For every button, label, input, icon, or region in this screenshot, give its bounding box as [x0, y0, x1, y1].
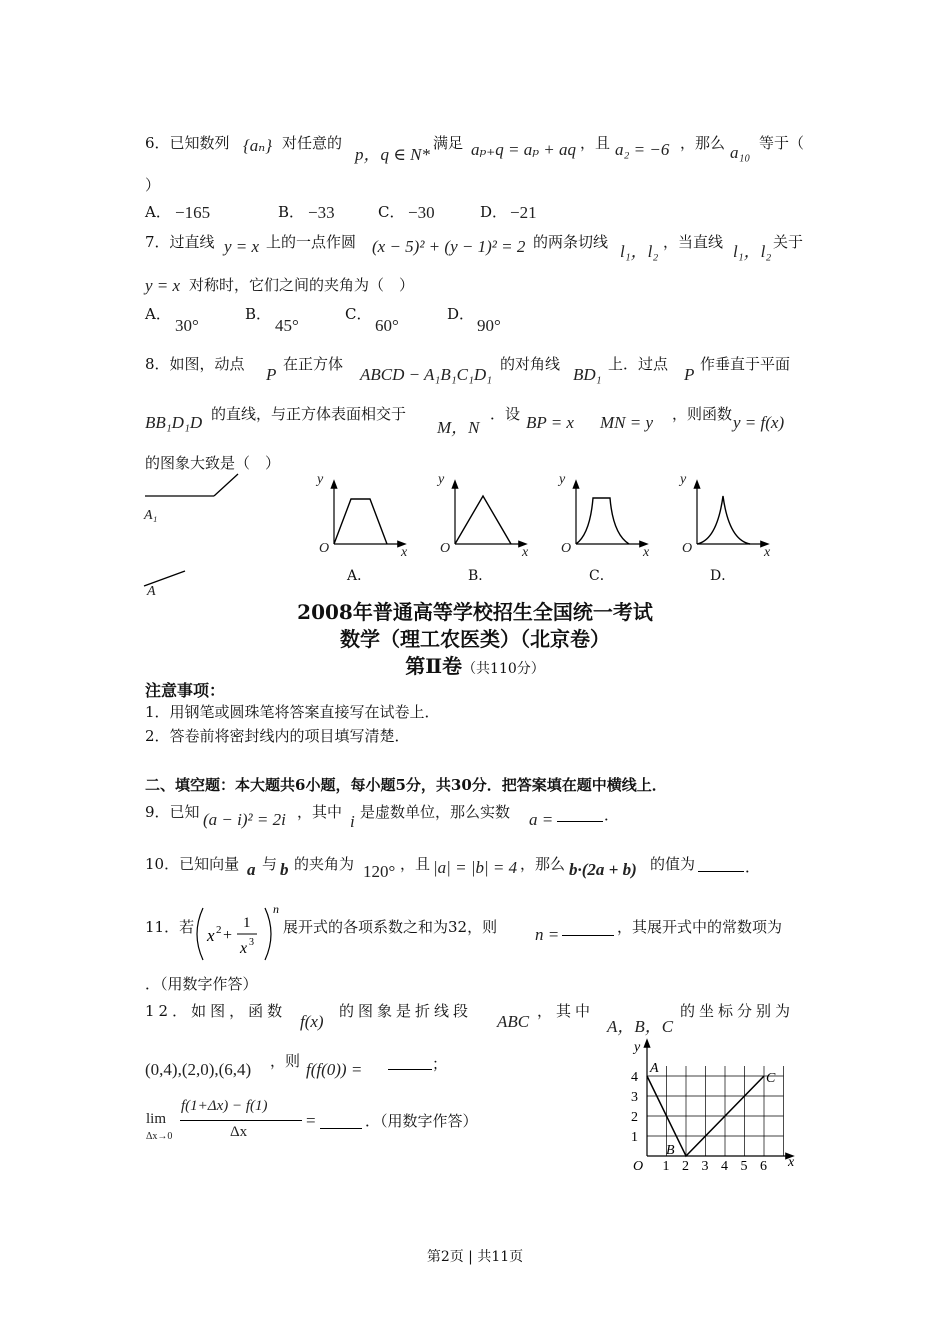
q9-equation: (a − i)² = 2i: [203, 810, 286, 829]
q11-n: n =: [535, 925, 560, 944]
q9-text-2: ，其中: [297, 803, 343, 821]
graph-d-option-label: D．: [710, 568, 736, 584]
exam-part-note: （共110分）: [462, 661, 545, 677]
q12-x-tick: 2: [682, 1159, 689, 1174]
q8-text-2: 在正方体: [283, 355, 344, 373]
graph-c-x-label: x: [643, 545, 650, 560]
q6-option-d-value: −21: [510, 203, 537, 222]
q12-y-tick: 3: [631, 1090, 638, 1105]
section-2-heading: 二、填空题：本大题共6小题，每小题5分，共30分．把答案填在题中横线上．: [145, 776, 667, 794]
q11-exp-3: 3: [249, 937, 254, 948]
cube-label-a1: A₁: [144, 508, 158, 523]
q12-lim-sub: Δx→0: [146, 1131, 173, 1142]
q6-sequence: {aₙ}: [243, 136, 272, 155]
q12-point-c: C: [766, 1071, 776, 1086]
q12-y-tick: 1: [631, 1130, 638, 1145]
q7-circle-eq: (x − 5)² + (y − 1)² = 2: [372, 237, 526, 256]
q8-point-p2: P: [684, 365, 695, 384]
graph-b-origin: O: [440, 541, 451, 556]
q7-text-6: 对称时，它们之间的夹角为（ ）: [189, 276, 415, 294]
q6-text-4: ，且: [580, 134, 611, 152]
q12-y-tick: 4: [631, 1070, 638, 1085]
q11-left-paren: [197, 908, 203, 960]
q12-abc: ABC: [497, 1012, 530, 1031]
q8-text-1: 8．如图，动点: [145, 355, 245, 373]
q6-text-3: 满足: [433, 134, 464, 152]
q7-text-4: ，当直线: [663, 233, 724, 251]
q12-text-1: 12．如图，函数: [145, 1002, 287, 1020]
q7-yx: y = x: [145, 276, 181, 295]
exam-part-title: 第Ⅱ卷: [405, 654, 463, 678]
exam-subtitle: 数学（理工农医类）（北京卷）: [340, 627, 610, 651]
q11-binomial: [193, 902, 283, 965]
q10-text-2: 与: [262, 855, 278, 873]
q7-text-2: 上的一点作圆: [266, 233, 357, 251]
q10-text-1: 10．已知向量: [145, 855, 240, 873]
q10-answer-blank[interactable]: [698, 870, 744, 872]
q12-y-ticks: [631, 1070, 638, 1145]
q12-text-5: ，则: [270, 1052, 301, 1070]
q11-exp-2: 2: [216, 924, 222, 936]
q12-point-b: B: [666, 1143, 675, 1158]
q8-bd1: BD₁: [573, 365, 602, 384]
q10-vector-b: b: [280, 860, 289, 879]
q12-text-3: ，其中: [537, 1002, 595, 1020]
q6-a2: a₂ = −6: [615, 140, 670, 159]
q8-bp: BP = x: [526, 413, 574, 432]
q12-lim-blank[interactable]: [320, 1127, 362, 1129]
q12-fraction-bar: [180, 1120, 302, 1121]
q7-text-5: 关于: [773, 233, 804, 251]
q8-cube: ABCD − A₁B₁C₁D₁: [360, 365, 493, 384]
q7-option-d-value: 90°: [477, 316, 501, 335]
q10-text-6: 的值为: [650, 855, 696, 873]
graph-a-x-label: x: [401, 545, 408, 560]
q12-x-tick: 1: [662, 1159, 670, 1174]
q12-x-label: x: [788, 1155, 795, 1170]
cube-edge-top-diagonal: [214, 474, 238, 496]
q8-text-4: 上．过点: [608, 355, 669, 373]
q6-pq: p，q ∈ N*: [355, 145, 430, 164]
q6-text-2: 对任意的: [282, 134, 343, 152]
q6-relation: aₚ₊q = aₚ + aq: [471, 140, 577, 159]
q7-text-3: 的两条切线: [533, 233, 609, 251]
q12-x-tick: 3: [701, 1159, 709, 1174]
q7-l12: l₁，l₂: [620, 242, 659, 261]
q7-option-a-value: 30°: [175, 316, 199, 335]
q6-option-a-value: −165: [175, 203, 211, 222]
q6-text-6: 等于（: [759, 134, 805, 152]
q12-point-a: A: [650, 1061, 659, 1076]
q11-den-x: x: [240, 940, 248, 957]
q12-equals: =: [306, 1111, 316, 1130]
q8-plane: BB₁D₁D: [145, 413, 203, 432]
q11-plus: +: [223, 927, 233, 944]
q12-text-4: 的坐标分别为: [680, 1002, 795, 1020]
q12-ff-blank[interactable]: [388, 1068, 432, 1070]
cube-figure: [140, 470, 250, 600]
q10-expression: b·(2a + b): [569, 860, 637, 879]
q10-vector-a: a: [247, 860, 256, 879]
graph-a-y-label: y: [317, 472, 324, 487]
q6-option-b-label: B．: [278, 203, 305, 221]
q7-l12-b: l₁，l₂: [733, 242, 772, 261]
q12-text-6: ；: [432, 1055, 448, 1073]
q6-text-5: ，那么: [680, 134, 726, 152]
q8-function: y = f(x): [733, 413, 785, 432]
graph-a-option-label: A．: [347, 568, 372, 584]
q9-text-4: ．: [604, 806, 620, 824]
graph-a-curve: [334, 499, 387, 544]
q8-text-9: 的图象大致是（ ）: [145, 454, 281, 472]
graph-d-curve: [697, 496, 750, 544]
q11-n-blank[interactable]: [562, 934, 614, 936]
q11-text-1: 11．若: [145, 918, 195, 936]
q12-chart: [620, 1035, 810, 1185]
q12-x-tick: 5: [740, 1159, 748, 1174]
q12-coords: (0,4),(2,0),(6,4): [145, 1060, 252, 1079]
graph-b-y-label: y: [438, 472, 445, 487]
q11-text-3: ，其展开式中的常数项为: [617, 918, 783, 936]
q11-text-4: ．（用数字作答）: [145, 975, 258, 993]
q9-text-3: 是虚数单位，那么实数: [360, 803, 511, 821]
page-footer: 第2页 | 共11页: [426, 1249, 524, 1265]
q10-text-3: 的夹角为: [294, 855, 355, 873]
q12-y-tick: 2: [631, 1110, 638, 1125]
graph-d-y-label: y: [680, 472, 687, 487]
notice-heading: 注意事项：: [145, 681, 226, 700]
q9-i: i: [350, 812, 355, 831]
q6-option-a-label: A．: [145, 203, 171, 221]
q7-text-1: 7．过直线: [145, 233, 215, 251]
graph-c-origin: O: [561, 541, 572, 556]
exam-part: [0, 650, 950, 679]
q10-text-7: ．: [745, 858, 761, 876]
graph-c-y-label: y: [559, 472, 566, 487]
q11-exp-n: n: [273, 902, 279, 916]
q8-text-5: 作垂直于平面: [700, 355, 791, 373]
q7-line-eq: y = x: [224, 237, 260, 256]
q12-x-tick: 4: [721, 1159, 728, 1174]
q8-mn: M，N: [437, 418, 480, 437]
graph-c-curve: [576, 498, 629, 544]
q7-option-b-label: B．: [245, 305, 272, 323]
q12-origin: O: [633, 1159, 644, 1174]
q7-option-d-label: D．: [447, 305, 475, 323]
q12-text-2: 的图象是折线段: [339, 1002, 473, 1020]
q12-denominator: Δx: [230, 1124, 248, 1140]
q6-text-7: ）: [145, 176, 161, 194]
graph-b-x-label: x: [522, 545, 529, 560]
q7-option-c-value: 60°: [375, 316, 399, 335]
q12-y-label: y: [634, 1040, 641, 1055]
q12-points: A，B，C: [607, 1017, 674, 1036]
q12-x-tick: 6: [760, 1159, 767, 1174]
graph-b-curve: [455, 496, 511, 544]
q12-text-7: ．（用数字作答）: [365, 1112, 478, 1130]
q12-fx: f(x): [300, 1012, 324, 1031]
q8-text-8: ，则函数: [672, 405, 733, 423]
q10-norms: |a| = |b| = 4: [433, 858, 518, 877]
q6-text-1: 6．已知数列: [145, 134, 230, 152]
q8-text-3: 的对角线: [500, 355, 561, 373]
q6-option-b-value: −33: [308, 203, 335, 222]
q10-text-5: ，那么: [520, 855, 566, 873]
q11-num-1: 1: [243, 915, 251, 931]
q6-option-c-value: −30: [408, 203, 435, 222]
q10-angle: 120°: [363, 862, 396, 881]
q12-numerator: f(1+Δx) − f(1): [181, 1098, 268, 1114]
exam-title: 2008年普通高等学校招生全国统一考试: [297, 600, 653, 624]
q6-a10: a₁₀: [730, 143, 751, 162]
q6-option-d-label: D．: [480, 203, 508, 221]
q7-option-b-value: 45°: [275, 316, 299, 335]
q8-mny: MN = y: [600, 413, 654, 432]
q7-option-c-label: C．: [345, 305, 372, 323]
notice-item-2: 2．答卷前将密封线内的项目填写清楚．: [145, 727, 410, 745]
graph-a-origin: O: [319, 541, 330, 556]
q8-text-7: ．设: [490, 405, 521, 423]
q12-x-ticks: [663, 1159, 768, 1174]
graph-d-origin: O: [682, 541, 693, 556]
q6-option-c-label: C．: [378, 203, 405, 221]
graph-c-option-label: C．: [589, 568, 614, 584]
q9-answer-blank[interactable]: [557, 820, 603, 822]
q11-right-paren: [265, 908, 271, 960]
q12-lim: lim: [146, 1111, 167, 1127]
q12-ff: f(f(0)) =: [306, 1060, 363, 1079]
graph-d-x-label: x: [764, 545, 771, 560]
q11-x: x: [207, 926, 215, 945]
q8-text-6: 的直线，与正方体表面相交于: [211, 405, 407, 423]
q10-text-4: ，且: [400, 855, 431, 873]
cube-label-a: A: [147, 584, 156, 599]
q8-point-p: P: [266, 365, 277, 384]
notice-item-1: 1．用钢笔或圆珠笔将答案直接写在试卷上．: [145, 703, 440, 721]
graph-b-option-label: B．: [468, 568, 493, 584]
q11-text-2: 展开式的各项系数之和为32，则: [283, 918, 498, 936]
q7-option-a-label: A．: [145, 305, 171, 323]
q9-text-1: 9．已知: [145, 803, 200, 821]
q9-a: a =: [529, 810, 554, 829]
